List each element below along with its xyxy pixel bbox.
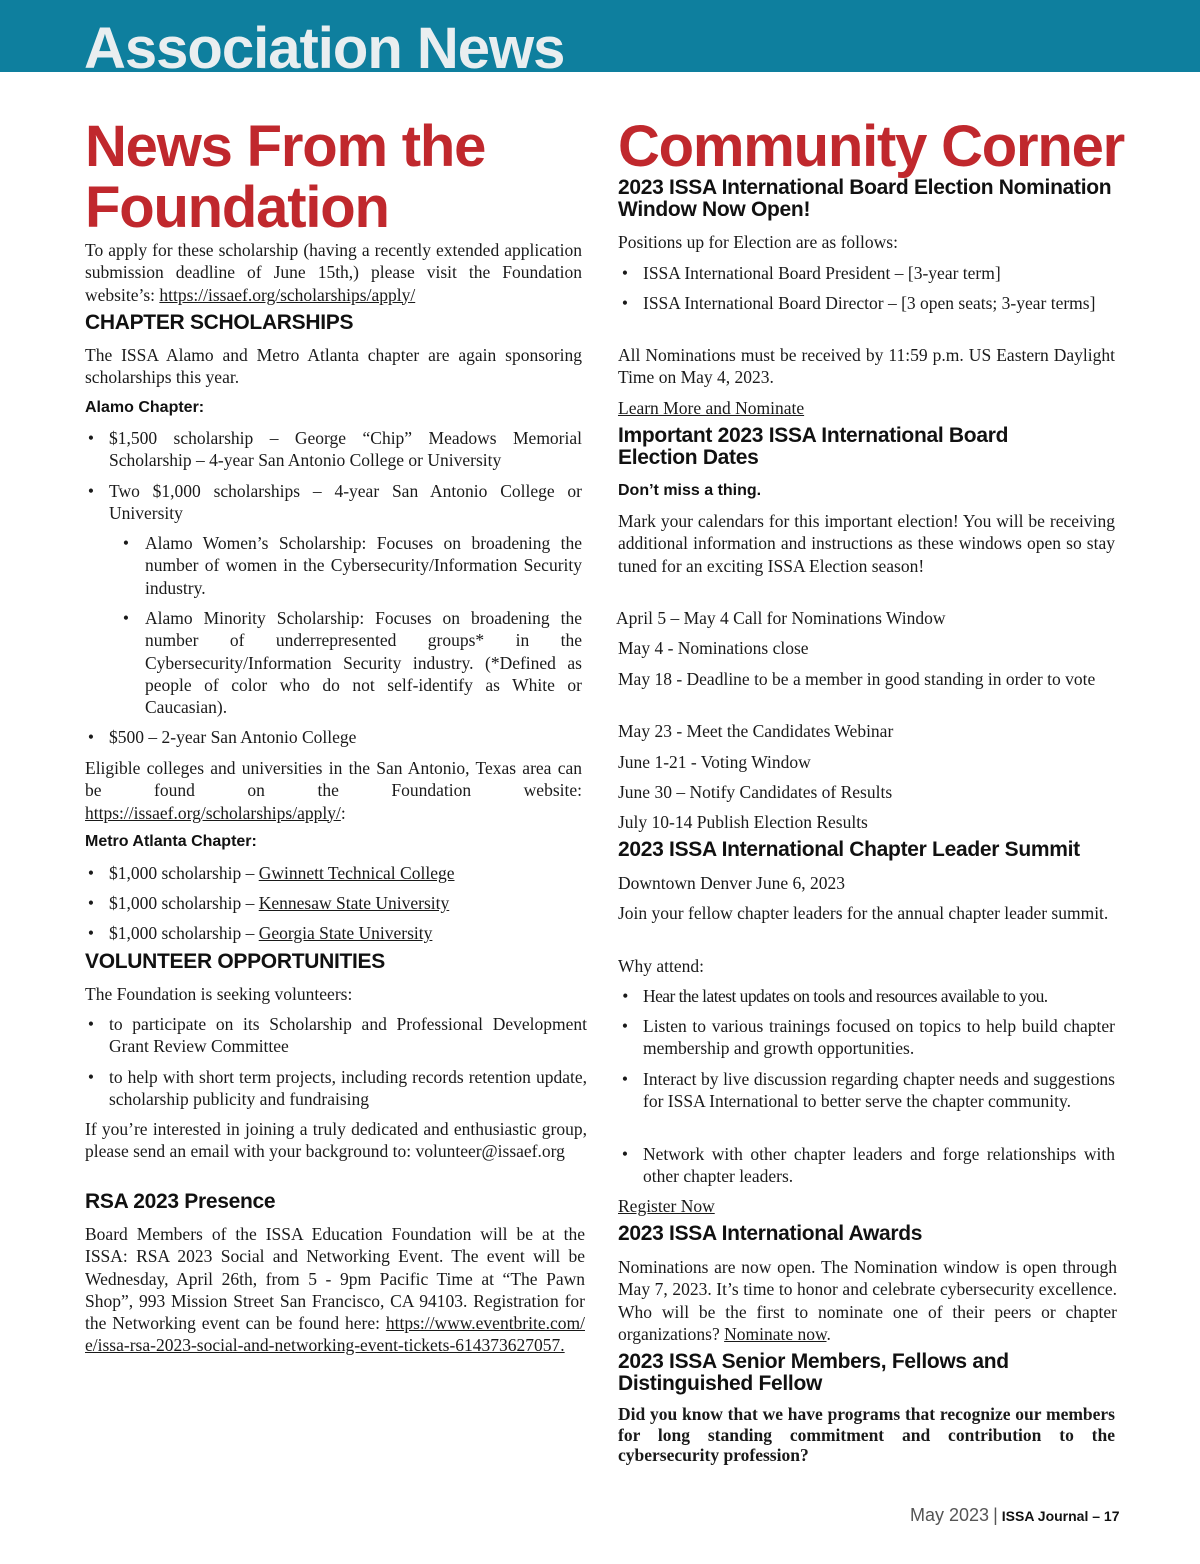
kennesaw-link[interactable]: Kennesaw State University bbox=[258, 893, 450, 913]
date-item: July 10-14 Publish Election Results bbox=[618, 812, 868, 832]
chapter-paragraph: The ISSA Alamo and Metro Atlanta chapter are again sponsoring scholarships this year. bbox=[85, 345, 582, 388]
learn-more-link[interactable]: Learn More and Nominate bbox=[618, 398, 805, 418]
footer-separator: | bbox=[993, 1505, 998, 1525]
rsa-heading: RSA 2023 Presence bbox=[85, 1190, 276, 1213]
summit-location: Downtown Denver June 6, 2023 bbox=[618, 873, 845, 893]
list-item: • $1,000 scholarship – Gwinnett Technical College bbox=[87, 863, 455, 883]
list-item: • to participate on its Scholarship and Professional Development Grant Review Committee bbox=[87, 1014, 587, 1057]
eligible-paragraph: Eligible colleges and universities in the San Antonio, Texas area can be found on the Foundation website: https://issaef.org/scholarships/apply/: bbox=[85, 758, 582, 823]
list-item: • $1,000 scholarship – Georgia State University bbox=[87, 923, 433, 943]
list-item: • Alamo Minority Scholarship: Focuses on broadening the number of underrepresented groups* in the Cybersecurity/Information Security industry. (*Defined as people of color who do not self-identify as White or Caucasian). bbox=[122, 608, 582, 718]
metro-atlanta-heading: Metro Atlanta Chapter: bbox=[85, 833, 257, 850]
list-item: • Alamo Women’s Scholarship: Focuses on broadening the number of women in the Cybersecurity/Information Security industry. bbox=[122, 533, 582, 598]
scholarship-apply-link[interactable]: https://issaef.org/scholarships/apply/ bbox=[159, 284, 416, 305]
date-item: May 18 - Deadline to be a member in good standing in order to vote bbox=[618, 669, 1096, 689]
positions-paragraph: Positions up for Election are as follows: bbox=[618, 232, 898, 252]
foundation-title: News From the Foundation bbox=[85, 114, 486, 240]
list-item: • Listen to various trainings focused on topics to help build chapter membership and growth opportunities. bbox=[621, 1016, 1115, 1059]
date-item: June 1-21 - Voting Window bbox=[618, 752, 811, 772]
eventbrite-link[interactable]: https://www.eventbrite.com/e/issa-rsa-2023-social-and-networking-event-tickets-614373627057. bbox=[85, 1313, 585, 1356]
volunteer-heading: VOLUNTEER OPPORTUNITIES bbox=[85, 950, 385, 973]
mark-calendars-paragraph: Mark your calendars for this important election! You will be receiving additional information and instructions as these windows open so stay tuned for an exciting ISSA Election season! bbox=[618, 511, 1115, 576]
date-item: April 5 – May 4 Call for Nominations Window bbox=[616, 608, 946, 628]
list-item: • $1,500 scholarship – George “Chip” Meadows Memorial Scholarship – 4-year San Antonio College or University bbox=[87, 428, 582, 471]
senior-members-heading: 2023 ISSA Senior Members, Fellows and Distinguished Fellow bbox=[618, 1350, 1009, 1395]
nominations-paragraph: All Nominations must be received by 11:59 p.m. US Eastern Daylight Time on May 4, 2023. bbox=[618, 345, 1115, 388]
rsa-paragraph: Board Members of the ISSA Education Foundation will be at the ISSA: RSA 2023 Social and Networking Event. The event will be Wednesday, April 26th, from 5 - 9pm Pacific Time at “The Pawn Shop”, 993 Mission Street San Francisco, CA 94103. Registration for the Networking event can be found here: https://www.eventbrite.com/e/issa-rsa-2023-social-and-networking-event-tickets-614373627057. bbox=[85, 1224, 585, 1356]
eligible-link[interactable]: https://issaef.org/scholarships/apply/ bbox=[85, 802, 341, 823]
list-item: • to help with short term projects, including records retention update, scholarship publicity and fundraising bbox=[87, 1067, 587, 1110]
nominate-now-link[interactable]: Nominate now bbox=[724, 1323, 827, 1344]
chapter-scholarships-heading: CHAPTER SCHOLARSHIPS bbox=[85, 311, 354, 334]
journal-page-number: ISSA Journal – 17 bbox=[1001, 1508, 1120, 1524]
election-heading: 2023 ISSA International Board Election Nomination Window Now Open! bbox=[618, 176, 1112, 221]
awards-paragraph: Nominations are now open. The Nomination window is open through May 7, 2023. It’s time to honor and celebrate cybersecurity excellence. Who will be the first to nominate one of their peers or chapter organizations? Nominate now. bbox=[618, 1257, 1117, 1344]
list-item: • $1,000 scholarship – Kennesaw State University bbox=[87, 893, 450, 913]
dont-miss-heading: Don’t miss a thing. bbox=[618, 482, 762, 499]
summit-heading: 2023 ISSA International Chapter Leader Summit bbox=[618, 838, 1080, 861]
alamo-heading: Alamo Chapter: bbox=[85, 399, 205, 416]
gwinnett-link[interactable]: Gwinnett Technical College bbox=[258, 863, 455, 883]
election-dates-heading: Important 2023 ISSA International Board Election Dates bbox=[618, 424, 1009, 469]
list-item: • $500 – 2-year San Antonio College bbox=[87, 727, 357, 747]
awards-heading: 2023 ISSA International Awards bbox=[618, 1222, 923, 1245]
register-now-link[interactable]: Register Now bbox=[618, 1196, 715, 1216]
page-footer bbox=[910, 1505, 1120, 1526]
list-item: • Two $1,000 scholarships – 4-year San Antonio College or University bbox=[87, 481, 582, 524]
intro-paragraph: To apply for these scholarship (having a recently extended application submission deadline of June 15th,) please visit the Foundation website’s: https://issaef.org/scholarships/apply/ bbox=[85, 240, 582, 305]
volunteer-contact-paragraph: If you’re interested in joining a truly dedicated and enthusiastic group, please send an email with your background to: volunteer@issaef.org bbox=[85, 1119, 587, 1162]
list-item: • ISSA International Board President – [3-year term] bbox=[621, 263, 1001, 283]
summit-paragraph: Join your fellow chapter leaders for the annual chapter leader summit. bbox=[618, 903, 1109, 923]
list-item: • ISSA International Board Director – [3 open seats; 3-year terms] bbox=[621, 293, 1096, 313]
list-item: • Interact by live discussion regarding chapter needs and suggestions for ISSA International to better serve the chapter community. bbox=[621, 1069, 1115, 1112]
section-title: Association News bbox=[84, 16, 565, 81]
georgia-state-link[interactable]: Georgia State University bbox=[258, 923, 433, 943]
list-item: • Hear the latest updates on tools and resources available to you. bbox=[622, 986, 1048, 1006]
senior-members-paragraph: Did you know that we have programs that recognize our members for long standing commitment and contribution to the cybersecurity profession? bbox=[618, 1404, 1115, 1465]
issue-date: May 2023 bbox=[910, 1505, 990, 1525]
date-item: May 4 - Nominations close bbox=[618, 638, 809, 658]
why-attend: Why attend: bbox=[618, 956, 705, 976]
list-item: • Network with other chapter leaders and forge relationships with other chapter leaders. bbox=[621, 1144, 1115, 1187]
volunteer-paragraph: The Foundation is seeking volunteers: bbox=[85, 984, 353, 1004]
community-corner-title: Community Corner bbox=[618, 114, 1125, 179]
date-item: May 23 - Meet the Candidates Webinar bbox=[618, 721, 894, 741]
date-item: June 30 – Notify Candidates of Results bbox=[618, 782, 893, 802]
